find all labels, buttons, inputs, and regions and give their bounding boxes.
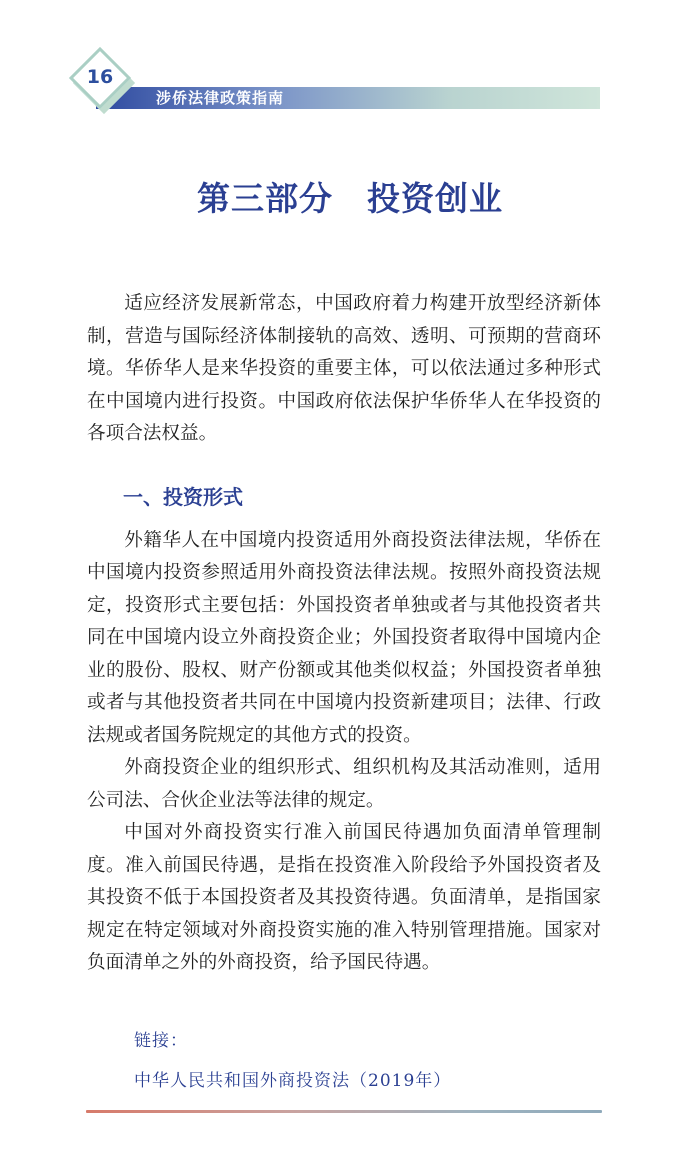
running-title: 涉侨法律政策指南 [156, 89, 285, 107]
page-header [0, 0, 700, 130]
section-paragraph-3: 中国对外商投资实行准入前国民待遇加负面清单管理制度。准入前国民待遇，是指在投资准入阶段给予外国投资者及其投资不低于本国投资者及其投资待遇。负面清单，是指国家规定在特定领域对外商投资实施的准入特别管理措施。国家对负面清单之外的外商投资，给予国民待遇。 [87, 822, 601, 973]
link-block [134, 1028, 594, 1094]
page-number: 16 [86, 66, 114, 88]
section-paragraph-1: 外籍华人在中国境内投资适用外商投资法律法规，华侨在中国境内投资参照适用外商投资法律法规。按照外商投资法规定，投资形式主要包括：外国投资者单独或者与其他投资者共同在中国境内设立外商投资企业；外国投资者取得中国境内企业的股份、股权、财产份额或其他类似权益；外国投资者单独或者与其他投资者共同在中国境内投资新建项目；法律、行政法规或者国务院规定的其他方式的投资。 [87, 529, 601, 746]
part-title: 第三部分 投资创业 [197, 179, 503, 218]
footer-rule [86, 1110, 602, 1113]
section-paragraph-2: 外商投资企业的组织形式、组织机构及其活动准则，适用公司法、合伙企业法等法律的规定。 [87, 757, 601, 811]
link-law-title[interactable]: 中华人民共和国外商投资法（2019年） [134, 1071, 452, 1091]
link-label: 链接： [134, 1031, 188, 1051]
main-content [87, 288, 601, 980]
section-heading: 一、投资形式 [123, 484, 243, 509]
intro-paragraph: 适应经济发展新常态，中国政府着力构建开放型经济新体制，营造与国际经济体制接轨的高效、透明、可预期的营商环境。华侨华人是来华投资的重要主体，可以依法通过多种形式在中国境内进行投资。中国政府依法保护华侨华人在华投资的各项合法权益。 [87, 293, 601, 444]
